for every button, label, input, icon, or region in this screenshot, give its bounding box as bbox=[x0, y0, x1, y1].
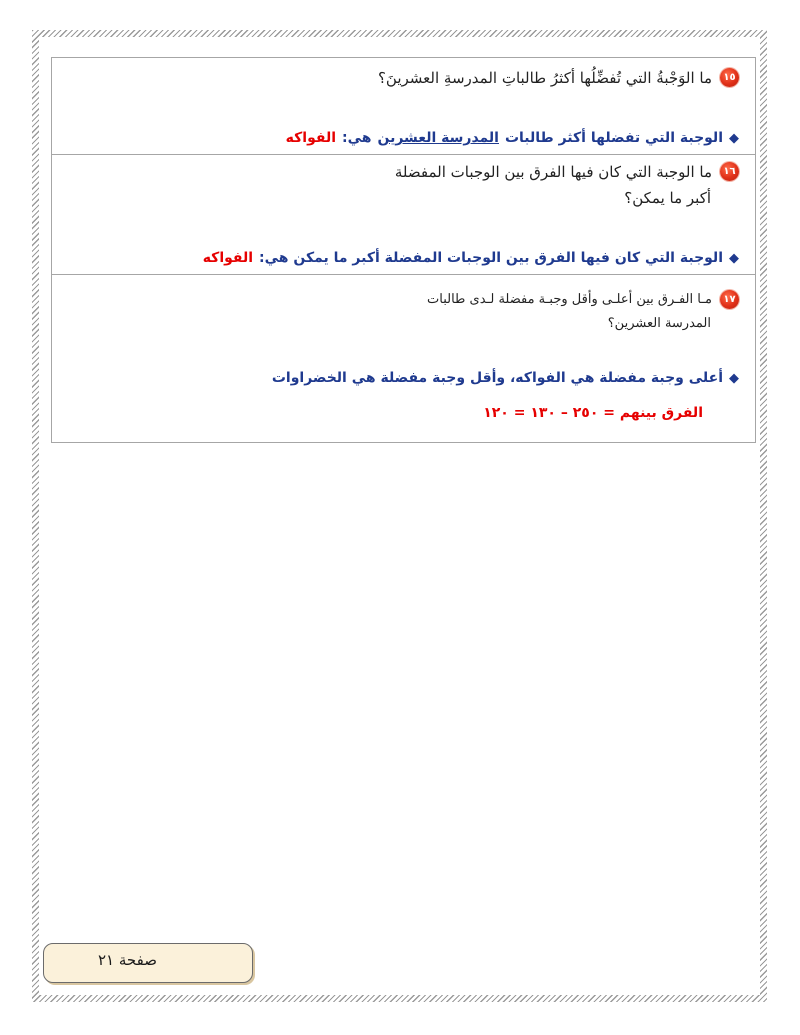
page-number-label: صفحة ٢١ bbox=[98, 951, 157, 969]
answer-value: الفواكه bbox=[285, 130, 336, 146]
question-text: أكبر ما يمكن؟ bbox=[624, 189, 711, 207]
answer-16 bbox=[203, 250, 739, 266]
question-16-continued bbox=[624, 189, 711, 207]
answer-17 bbox=[272, 370, 739, 386]
section-divider bbox=[52, 274, 755, 275]
section-divider bbox=[52, 154, 755, 155]
question-16 bbox=[395, 162, 739, 181]
question-17 bbox=[427, 290, 739, 309]
question-text: المدرسة العشرين؟ bbox=[607, 316, 711, 331]
answer-text: الوجبة التي كان فيها الفرق بين الوجبات المفضلة أكبر ما يمكن هي: bbox=[259, 250, 723, 266]
answer-value: الفواكه bbox=[202, 250, 254, 266]
question-text: ما الوجبة التي كان فيها الفرق بين الوجبات المفضلة bbox=[394, 162, 712, 181]
answer-text-suffix: هي: bbox=[342, 130, 372, 146]
diamond-bullet-icon: ◆ bbox=[729, 370, 739, 386]
question-number-badge: ١٧ bbox=[720, 290, 739, 309]
question-17-continued bbox=[608, 316, 711, 331]
question-15 bbox=[378, 68, 739, 87]
diamond-bullet-icon: ◆ bbox=[729, 130, 739, 146]
answer-17-calculation: الفرق بينهم = ٢٥٠ – ١٣٠ = ١٢٠ bbox=[483, 405, 703, 421]
question-text: مـا الفـرق بين أعلـى وأقل وجبـة مفضلة لـدى طالبات bbox=[427, 292, 712, 307]
answer-text-underlined: المدرسة العشرين bbox=[377, 130, 499, 146]
answer-text: أعلى وجبة مفضلة هي الفواكه، وأقل وجبة مفضلة هي الخضراوات bbox=[271, 370, 723, 386]
answer-text: الوجبة التي تفضلها أكثر طالبات bbox=[504, 130, 723, 146]
answer-15 bbox=[286, 130, 739, 146]
diamond-bullet-icon: ◆ bbox=[729, 250, 739, 266]
question-number-badge: ١٦ bbox=[720, 162, 739, 181]
questions-panel bbox=[51, 57, 756, 443]
question-number-badge: ١٥ bbox=[720, 68, 739, 87]
question-text: ما الوَجْبةُ التي تُفضِّلُها أكثرُ طالباتِ المدرسةِ العشرينَ؟ bbox=[377, 68, 712, 87]
